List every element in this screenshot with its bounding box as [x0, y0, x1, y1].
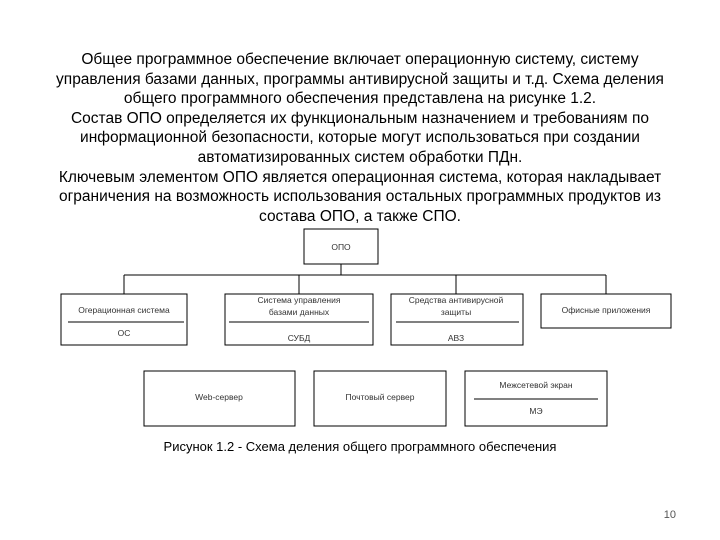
intro-line: Ключевым элементом ОПО является операционная система, которая накладывает [58, 168, 662, 186]
intro-line: общего программного обеспечения представлена на рисунке 1.2. [123, 90, 597, 108]
label-antivirus-title: Средства антивирусной [408, 295, 504, 305]
intro-line: ограничения на возможность использования остальных программных продуктов из [59, 188, 661, 206]
label-dbms-title: Система управления [257, 295, 341, 305]
label-os-abbr: ОС [117, 328, 131, 338]
page-number: 10 [663, 509, 676, 521]
label-antivirus-abbr: АВЗ [447, 333, 465, 343]
label-firewall-title: Межсетевой экран [499, 380, 573, 390]
figure-caption: Рисунок 1.2 - Схема деления общего программного обеспечения [163, 439, 557, 454]
label-office: Офисные приложения [561, 305, 651, 315]
intro-line: автоматизированных систем обработки ПДн. [197, 148, 523, 166]
intro-line: Состав ОПО определяется их функциональным назначением и требованиям по [70, 109, 650, 127]
label-opo: ОПО [331, 242, 351, 252]
intro-line: управления базами данных, программы антивирусной защиты и т.д. Схема деления [56, 70, 664, 88]
intro-line: состава ОПО, а также СПО. [259, 207, 461, 225]
label-antivirus-title: защиты [440, 307, 472, 317]
label-firewall-abbr: МЭ [529, 406, 543, 416]
intro-line: Общее программное обеспечение включает операционную систему, систему [81, 51, 639, 68]
label-web: Web-сервер [195, 392, 243, 402]
label-dbms-abbr: СУБД [287, 333, 311, 343]
label-mail: Почтовый сервер [345, 392, 415, 402]
intro-line: информационной безопасности, которые могут использоваться при создании [80, 129, 640, 147]
label-os-title: Огерационная система [78, 305, 170, 315]
label-dbms-title: базами данных [268, 307, 330, 317]
